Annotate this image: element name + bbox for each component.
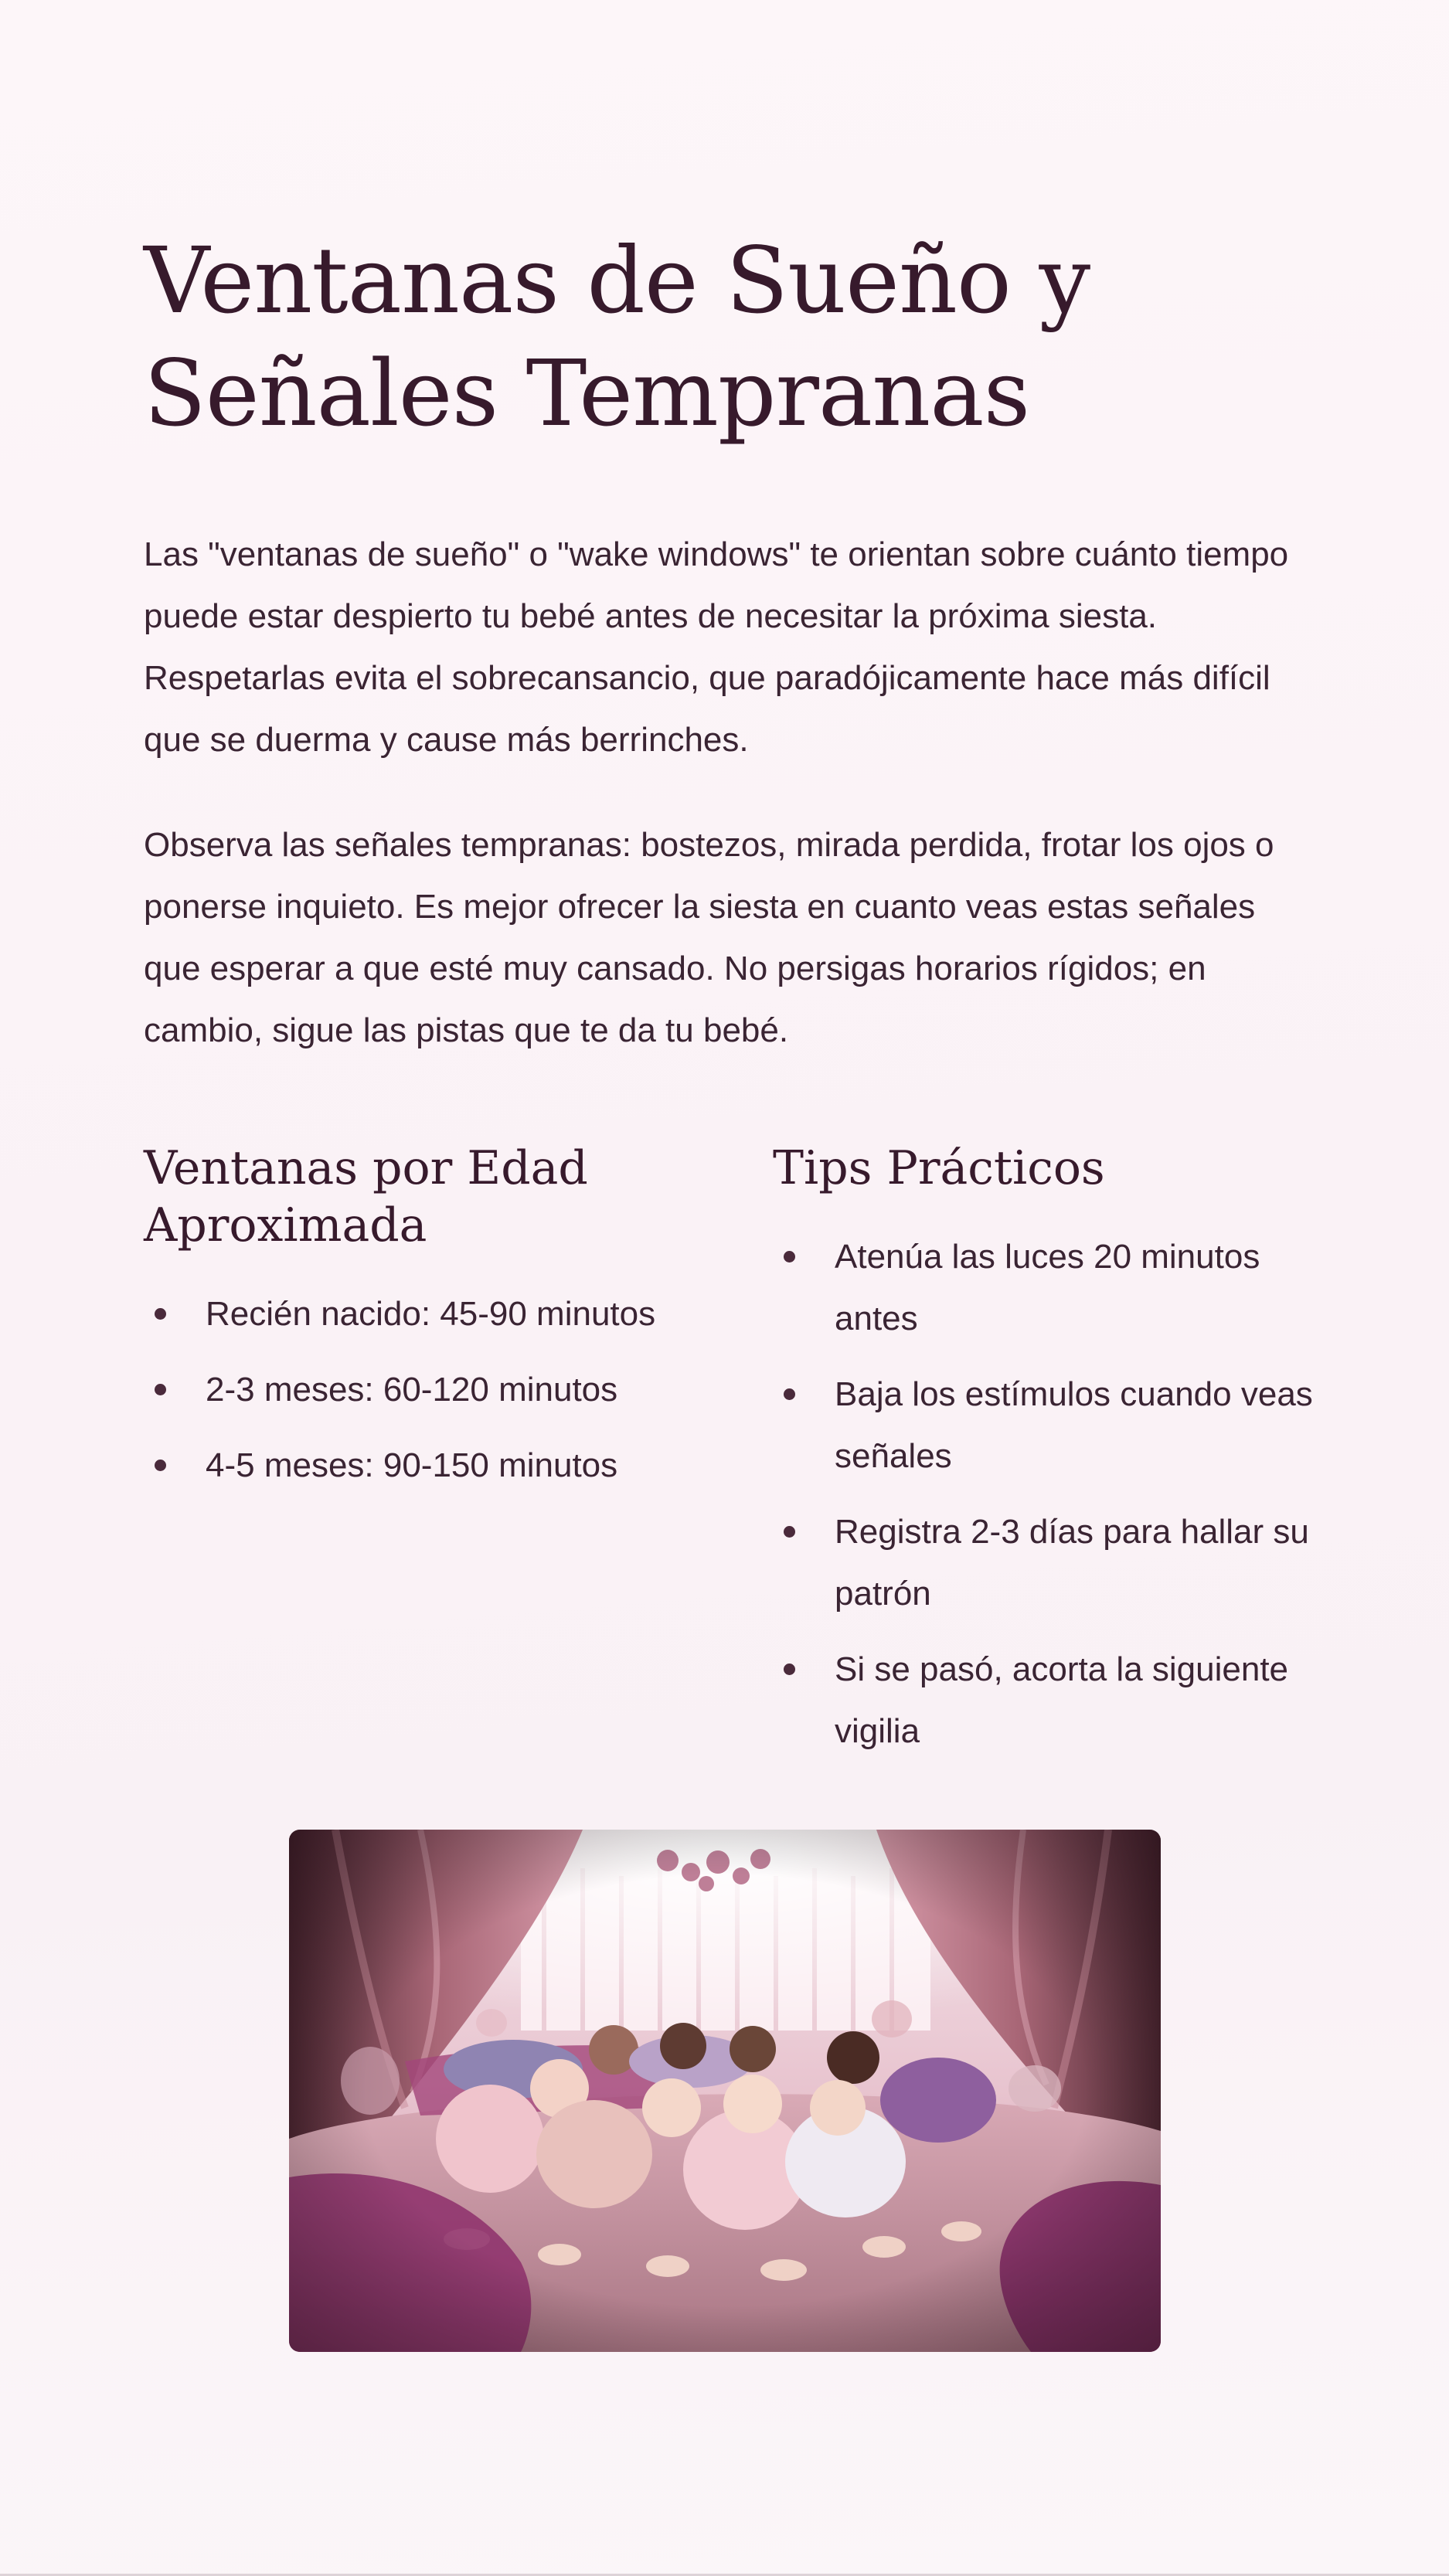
- list-item: Baja los estímulos cuando veas señales: [773, 1364, 1329, 1487]
- signals-paragraph: Observa las señales tempranas: bostezos, mirada perdida, frotar los ojos o ponerse inquieto. Es mejor ofrecer la siesta en cuanto veas estas señales que esperar a que esté muy cansado. No persigas horarios rígidos; en cambio, sigue las pistas que te da tu bebé.: [144, 826, 1274, 1049]
- sleeping-babies-image: [289, 1830, 1161, 2352]
- list-item: 2-3 meses: 60-120 minutos: [144, 1359, 700, 1421]
- bullet-icon: [155, 1308, 166, 1320]
- tips-section: [773, 1140, 1329, 1776]
- bullet-icon: [784, 1251, 795, 1263]
- tips-heading: Tips Prácticos: [773, 1141, 1105, 1195]
- age-windows-list: [144, 1283, 700, 1497]
- bullet-icon: [155, 1460, 166, 1471]
- bullet-icon: [155, 1384, 166, 1395]
- list-item: 4-5 meses: 90-150 minutos: [144, 1435, 700, 1497]
- sleeping-babies-illustration: [289, 1830, 1161, 2352]
- age-windows-section: [144, 1140, 700, 1511]
- list-item: Recién nacido: 45-90 minutos: [144, 1283, 700, 1345]
- list-item: Atenúa las luces 20 minutos antes: [773, 1226, 1329, 1350]
- bullet-icon: [784, 1526, 795, 1538]
- age-windows-heading: Ventanas por Edad Aproximada: [144, 1141, 588, 1252]
- bullet-icon: [784, 1664, 795, 1675]
- tips-list: [773, 1226, 1329, 1762]
- list-item: Registra 2-3 días para hallar su patrón: [773, 1501, 1329, 1625]
- page-title: Ventanas de Sueño y Señales Tempranas: [144, 227, 1090, 447]
- list-item: Si se pasó, acorta la siguiente vigilia: [773, 1639, 1329, 1762]
- intro-paragraph: Las "ventanas de sueño" o "wake windows" te orientan sobre cuánto tiempo puede estar despierto tu bebé antes de necesitar la próxima siesta. Respetarlas evita el sobrecansancio, que paradójicamente hace más difícil que se duerma y cause más berrinches.: [144, 535, 1289, 759]
- bullet-icon: [784, 1388, 795, 1400]
